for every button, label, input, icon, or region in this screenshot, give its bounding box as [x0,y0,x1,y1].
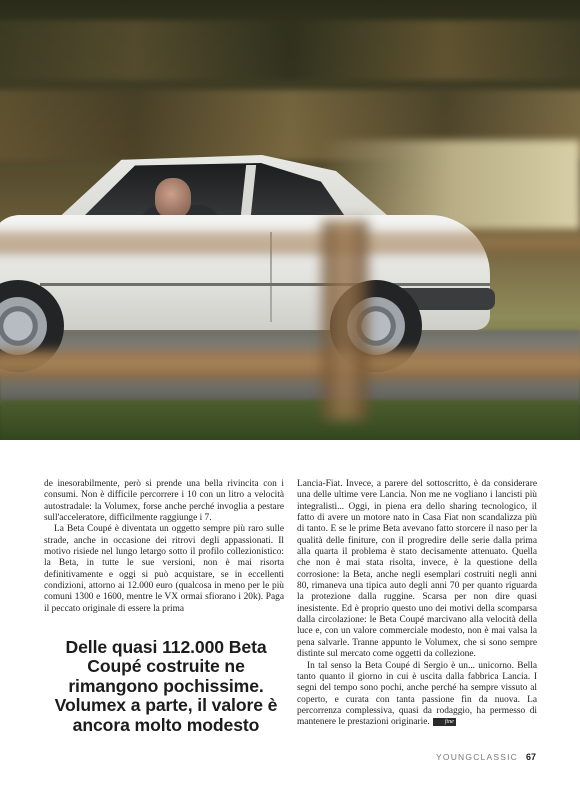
article-column-left [44,479,284,615]
article-paragraph: Lancia-Fiat. Invece, a parere del sottoscritto, è da considerare una delle ultime vere Lancia. Non me ne vogliano i lancisti più integralisti... Oggi, in piena era dello sharing tecnologico, il fatto di avere un motore nato in Casa Fiat non scandalizza più di tanto. E se le prime Beta avevano fatto storcere il naso per la qualità delle finiture, con il progredire delle serie dalla prima alla quarta il problema è stato decisamente attenuato. Quella che non è mai stata risolta, invece, è la questione della corrosione: la Beta, anche negli esemplari costruiti negli anni 80, rimaneva una tipica auto degli anni 70 per quanto riguarda la protezione dalla ruggine. Scarsa per non dire quasi inesistente. Ed è proprio questo uno dei motivi della scomparsa dalla circolazione: le Beta Coupé marcivano alla velocità della luce e, con un valore commerciale modesto, non è mai valsa la pena salvarle. Tranne appunto le Volumex, che si sono sempre distinte sul mercato come oggetti da collezione. [297,479,537,660]
grass-verge [0,400,580,440]
article-paragraph: La Beta Coupé è diventata un oggetto sempre più raro sulle strade, anche in occasione dei ritrovi degli appassionati. Il motivo risiede nel lungo letargo sotto il profilo collezionistico: la Beta, in tutte le sue versioni, non è mai risorta definitivamente e oggi si può acquistare, se in eccellenti condizioni, attorno ai 12.000 euro (qualcosa in meno per le più comuni 1300 e 1600, mentre le VX ormai sfiorano i 20k). Paga il peccato originale di essere la prima [44,524,284,614]
article-column-right [297,479,537,729]
fence-rail-lower [0,350,580,380]
page-number: 67 [525,752,536,762]
page-footer [436,752,536,762]
blurred-trees [0,20,580,80]
car-side-trim [40,283,490,286]
fence-rail-upper [0,232,580,254]
fence-post [322,220,368,420]
end-mark-icon: fine [433,718,456,726]
driver-head [155,178,191,218]
pull-quote: Delle quasi 112.000 Beta Coupé costruite ne rimangono pochissime. Volumex a parte, il valore è ancora molto modesto [54,637,278,735]
article-paragraph-text: In tal senso la Beta Coupé di Sergio è un... unicorno. Bella tanto quanto il giorno in cui è uscita dalla fabbrica Lancia. I segni del tempo sono pochi, anche perché ha sempre vissuto al coperto, e curata con tanta passione fin da nuova. La percorrenza complessiva, quasi da rodaggio, ha permesso di mantenere le prestazioni originarie. [297,660,537,728]
article-paragraph: de inesorabilmente, però si prende una bella rivincita con i consumi. Non è difficile percorrere i 10 con un litro a velocità autostradale: la Volumex, forse anche perché invoglia a pestare sull'acceleratore, difficilmente raggiunge i 7. [44,479,284,524]
article-paragraph [297,661,537,729]
magazine-brand: YOUNGCLASSIC [436,752,518,762]
